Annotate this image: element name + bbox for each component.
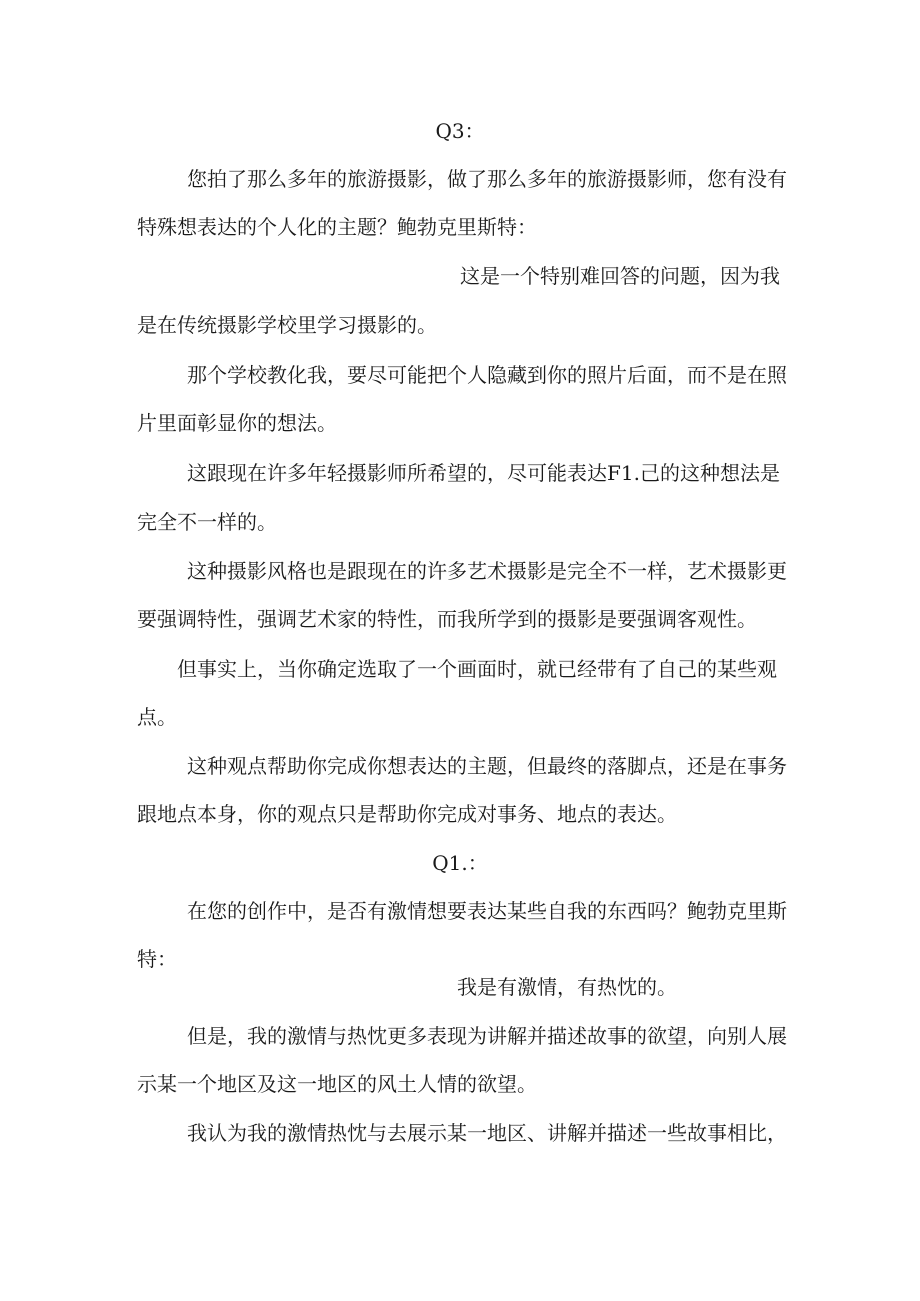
paragraph-10-line-2: 示某一个地区及这一地区的风土人情的欲望。 — [137, 1072, 537, 1096]
paragraph-5-line-2: 要强调特性，强调艺术家的特性，而我所学到的摄影是要强调客观性。 — [137, 607, 757, 631]
paragraph-1-line-1: 您拍了那么多年的旅游摄影，做了那么多年的旅游摄影师，您有没有 — [187, 167, 787, 191]
paragraph-2-line-1: 这是一个特别难回答的问题，因为我 — [460, 264, 780, 288]
paragraph-9-line-1: 我是有激情，有热忱的。 — [457, 975, 677, 999]
paragraph-6-line-1: 但事实上，当你确定选取了一个画面时，就已经带有了自己的某些观 — [177, 657, 777, 681]
paragraph-5-line-1: 这种摄影风格也是跟现在的许多艺术摄影是完全不一样，艺术摄影更 — [187, 559, 787, 583]
paragraph-2-line-2: 是在传统摄影学校里学习摄影的。 — [137, 313, 437, 337]
paragraph-11-line-1: 我认为我的激情热忱与去展示某一地区、讲解并描述一些故事相比， — [187, 1121, 787, 1145]
paragraph-3-line-1: 那个学校教化我，要尽可能把个人隐藏到你的照片后面，而不是在照 — [187, 363, 787, 387]
paragraph-6-line-2: 点。 — [137, 705, 177, 729]
heading-q1: Q1.： — [432, 851, 488, 875]
paragraph-8-line-2: 特： — [137, 947, 177, 971]
paragraph-7-line-1: 这种观点帮助你完成你想表达的主题，但最终的落脚点，还是在事务 — [187, 754, 787, 778]
heading-q3: Q3： — [435, 119, 485, 143]
paragraph-10-line-1: 但是，我的激情与热忱更多表现为讲解并描述故事的欲望，向别人展 — [187, 1024, 787, 1048]
paragraph-3-line-2: 片里面彰显你的想法。 — [137, 411, 337, 435]
paragraph-1-line-2: 特殊想表达的个人化的主题？鲍勃克里斯特： — [137, 215, 537, 239]
paragraph-4-line-1: 这跟现在许多年轻摄影师所希望的，尽可能表达F1.己的这种想法是 — [187, 461, 780, 485]
paragraph-4-line-2: 完全不一样的。 — [137, 510, 277, 534]
paragraph-7-line-2: 跟地点本身，你的观点只是帮助你完成对事务、地点的表达。 — [137, 802, 677, 826]
paragraph-8-line-1: 在您的创作中，是否有激情想要表达某些自我的东西吗？鲍勃克里斯 — [187, 899, 787, 923]
